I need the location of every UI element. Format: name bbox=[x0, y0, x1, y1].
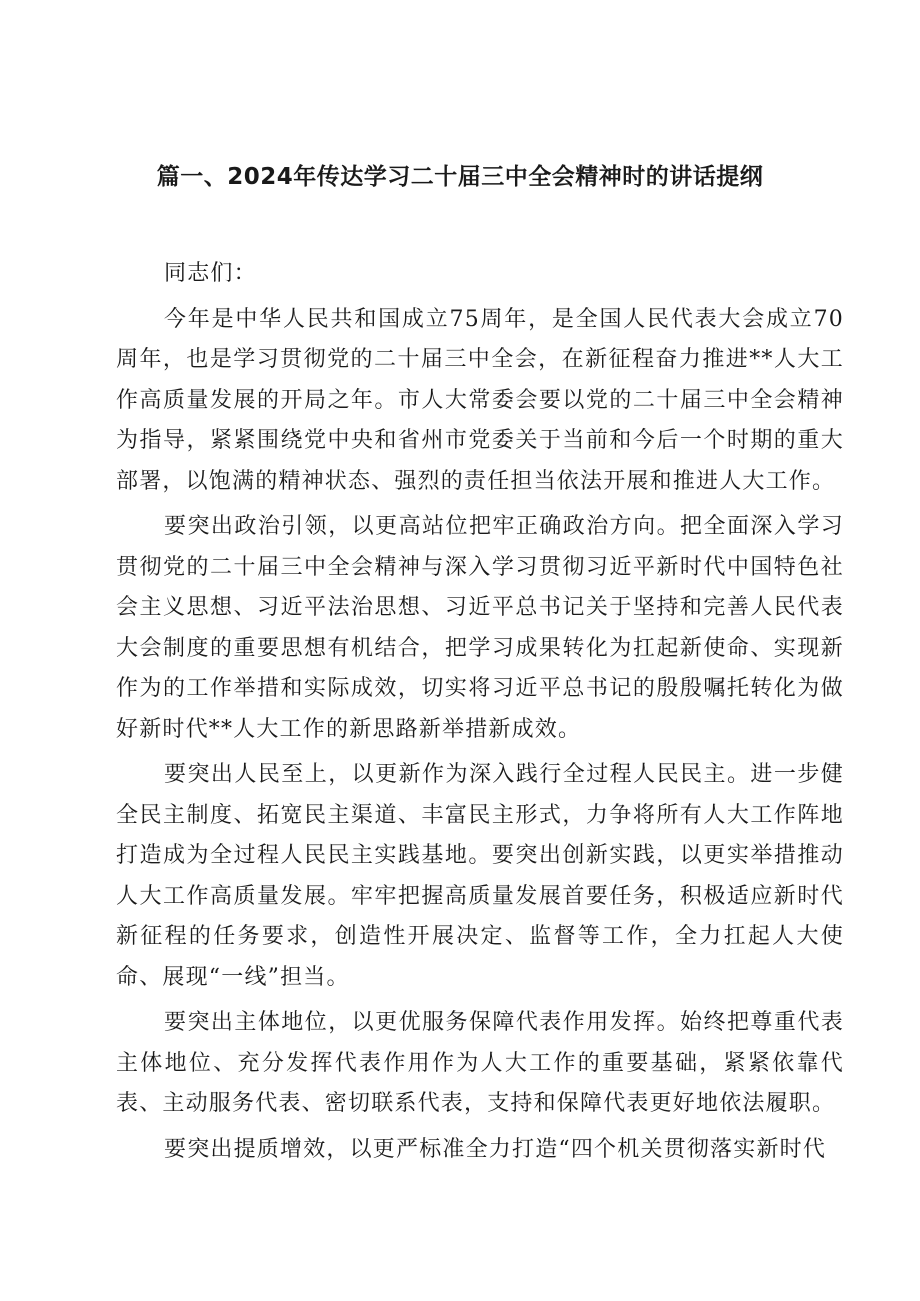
salutation: 同志们： bbox=[164, 261, 257, 286]
document-title: 篇一、2024年传达学习二十届三中全会精神时的讲话提纲 bbox=[156, 164, 764, 190]
document-body bbox=[116, 254, 844, 1175]
paragraph-political-leadership: 要突出政治引领，以更高站位把牢正确政治方向。把全面深入学习贯彻党的二十届三中全会精神与深入学习贯彻习近平新时代中国特色社会主义思想、习近平法治思想、习近平总书记关于坚持和完善人民代表大会制度的重要思想有机结合，把学习成果转化为扛起新使命、实现新作为的工作举措和实际成效，切实将习近平总书记的殷殷嘱托转化为做好新时代**人大工作的新思路新举措新成效。 bbox=[116, 514, 844, 742]
paragraph-intro: 今年是中华人民共和国成立75周年，是全国人民代表大会成立70周年，也是学习贯彻党的二十届三中全会，在新征程奋力推进**人大工作高质量发展的开局之年。市人大常委会要以党的二十届三中全会精神为指导，紧紧围绕党中央和省州市党委关于当前和今后一个时期的重大部署，以饱满的精神状态、强烈的责任担当依法开展和推进人大工作。 bbox=[116, 306, 844, 494]
paragraph-people-first: 要突出人民至上，以更新作为深入践行全过程人民民主。进一步健全民主制度、拓宽民主渠道、丰富民主形式，力争将所有人大工作阵地打造成为全过程人民民主实践基地。要突出创新实践，以更实举措推动人大工作高质量发展。牢牢把握高质量发展首要任务，积极适应新时代新征程的任务要求，创造性开展决定、监督等工作，全力扛起人大使命、展现“一线”担当。 bbox=[116, 762, 844, 990]
paragraph-deputy-role: 要突出主体地位，以更优服务保障代表作用发挥。始终把尊重代表主体地位、充分发挥代表作用作为人大工作的重要基础，紧紧依靠代表、主动服务代表、密切联系代表，支持和保障代表更好地依法履职。 bbox=[116, 1010, 844, 1116]
paragraph-quality-efficiency: 要突出提质增效，以更严标准全力打造“四个机关贯彻落实新时代 bbox=[164, 1136, 827, 1162]
